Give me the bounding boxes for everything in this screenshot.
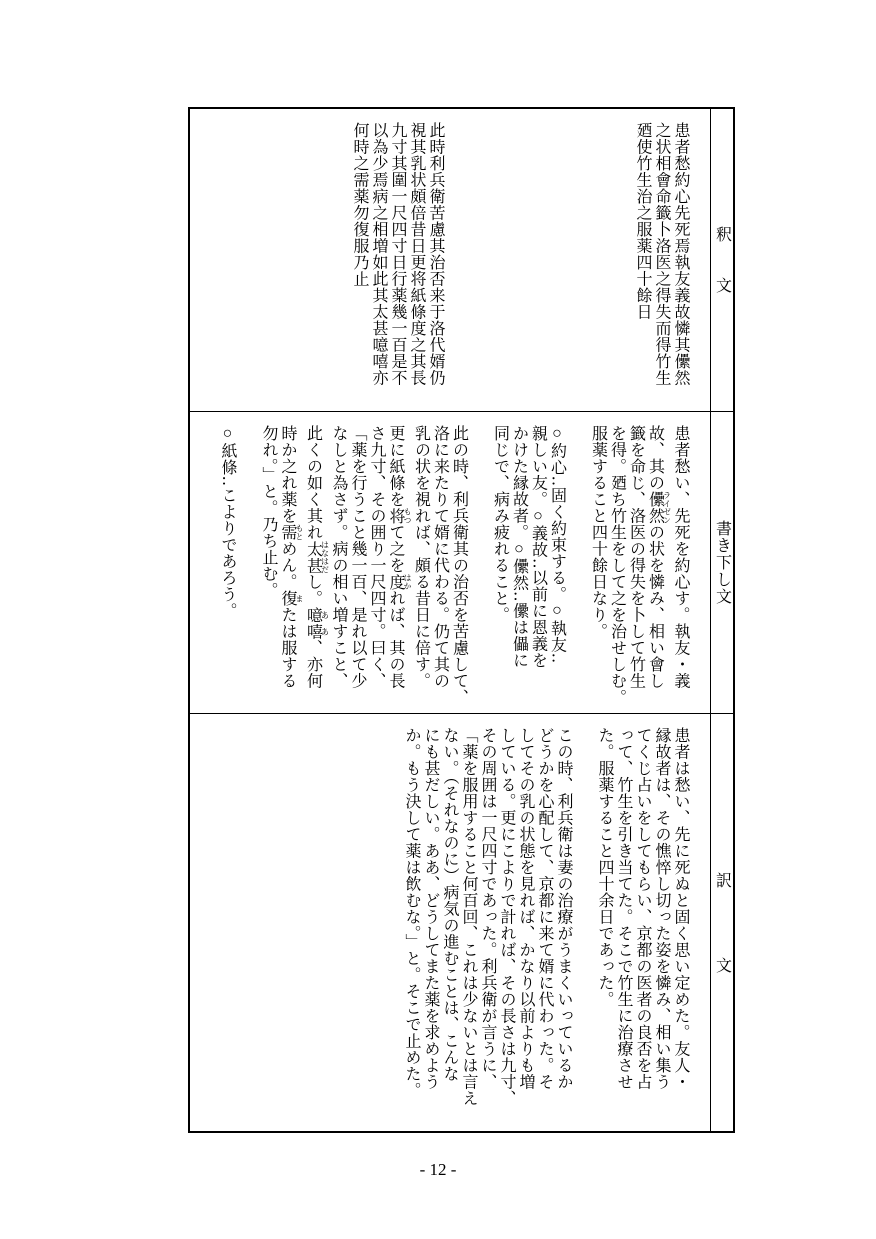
text-column: 此の時、利兵衛其の治否を苦慮して、: [450, 425, 468, 706]
text-column: 此くの如く其れ太甚 はなはだし。噫嘻 ああ、亦何: [304, 425, 330, 689]
text-column: 之状相會命籤卜洛医之得失而得竹生: [653, 122, 670, 386]
text-column: って、竹生を引き当てた。そこで竹生に治療させ: [615, 727, 632, 1090]
text-column: 以為少焉病之相増如此其太甚噫嘻亦: [370, 122, 387, 386]
text-group: [402, 727, 573, 1125]
kakikudashi-text: [190, 412, 710, 713]
text-column: どうかを心配して、京都に来て婿に代わった。そ: [536, 727, 553, 1090]
text-column: 服薬すること四十餘日なり。: [589, 425, 607, 640]
text-column: なしと為さず。病の相い増すこと、: [330, 425, 347, 689]
kanbun-study-table: [188, 107, 735, 1133]
text-column: ○紙條‥こよりであろう。: [219, 425, 236, 619]
text-column: 此時利兵衛苦慮其治否来于洛代婿仍: [427, 122, 444, 386]
section-yakubun: [190, 713, 733, 1131]
kakikudashi-label-cell: [710, 412, 733, 713]
text-column: 「薬を行うこと幾一百、是れ以て少: [349, 425, 366, 689]
text-column: 患者愁い、先死を約心す。執友・義: [672, 425, 689, 689]
text-column: 勿れ。」と。乃ち止む。: [260, 425, 277, 599]
text-column: 九寸其圍一尺四寸日行薬幾一百是不: [389, 122, 406, 386]
text-column: にも甚だしい。ああ、どうしてまた薬を求めよう: [422, 727, 439, 1090]
page-number: - 12 -: [419, 1160, 457, 1179]
shakubun-text: [190, 109, 710, 411]
shakubun-label-cell: [710, 109, 733, 411]
text-group: [259, 425, 469, 707]
text-column: この時、利兵衛は妻の治療がうまくいっているか: [555, 727, 572, 1090]
text-column: 更に紙條を将 もつて之を度 はかれば、其の長: [387, 425, 412, 689]
text-column: 故、其の儽然 ライゼンの状を憐み、相い會し: [646, 425, 672, 689]
text-column: その周囲は一尺四寸であった。利兵衛が言うに、: [479, 727, 496, 1090]
text-column: 籤を命じ、洛医の得失を卜して竹生: [627, 425, 645, 689]
text-column: た。服薬すること四十余日であった。: [596, 727, 613, 1008]
shakubun-label: 釈 文: [713, 226, 731, 294]
text-column: 縁故者は、その憔悴し切った姿を憐み、相い集う: [653, 727, 670, 1090]
section-kakikudashi: [190, 411, 733, 713]
text-group: [589, 425, 691, 707]
text-group: [491, 425, 567, 707]
text-column: 患者は愁い、先に死ぬと固く思い定めた。友人・: [672, 727, 689, 1090]
yakubun-label: 訳 文: [713, 871, 731, 974]
text-group: [218, 425, 237, 707]
yakubun-label-cell: [710, 714, 733, 1131]
text-column: 親しい友。○義故‥以前に恩義を: [529, 425, 547, 669]
text-column: ない。（それなのに）病気の進むことは、こんな: [441, 727, 458, 1082]
text-group: [633, 122, 690, 405]
text-group: [350, 122, 445, 405]
yakubun-text: [190, 714, 710, 1131]
text-column: てくじ占いをしてもらい、京都の医者の良否を占: [634, 727, 651, 1090]
text-column: 患者愁約心先死焉執友義故憐其儽然: [672, 122, 689, 386]
text-column: 「薬を服用すること何百回、これは少ないとは言え: [460, 727, 477, 1107]
text-column: 乳の状を視れば、頗る昔日に倍す。: [412, 425, 430, 689]
text-column: か。もう決して薬は飲むな。」と。そこで止めた。: [403, 727, 420, 1099]
text-column: している。更にこよりで計れば、その長さは九寸、: [498, 727, 515, 1107]
text-column: 同じで、病み疲れること。: [491, 425, 509, 623]
text-group: [595, 727, 690, 1125]
text-column: 洛に来たりて婿に代わる。仍て其の: [431, 425, 449, 689]
text-column: を得。廼ち竹生をして之を治せしむ。: [608, 425, 626, 706]
section-shakubun: [190, 109, 733, 411]
kakikudashi-label: 書き下し文: [713, 520, 731, 605]
text-column: してその乳の状態を見れば、かなり以前よりも増: [517, 727, 534, 1090]
text-column: さ九寸、その囲り一尺四寸。曰く、: [368, 425, 385, 689]
text-column: かけた縁故者。○儽然‥儽は儡に: [510, 425, 528, 669]
text-column: ○約心‥固く約束する。○執友‥: [548, 425, 566, 664]
text-column: 視其乳状頗倍昔日更将紙條度之其長: [408, 122, 425, 386]
text-column: 廼使竹生治之服薬四十餘日: [634, 122, 651, 320]
text-column: 何時之需薬勿復服乃止: [351, 122, 368, 287]
text-column: 時か之れ薬を需 もとめん。復 または服する: [279, 425, 304, 689]
